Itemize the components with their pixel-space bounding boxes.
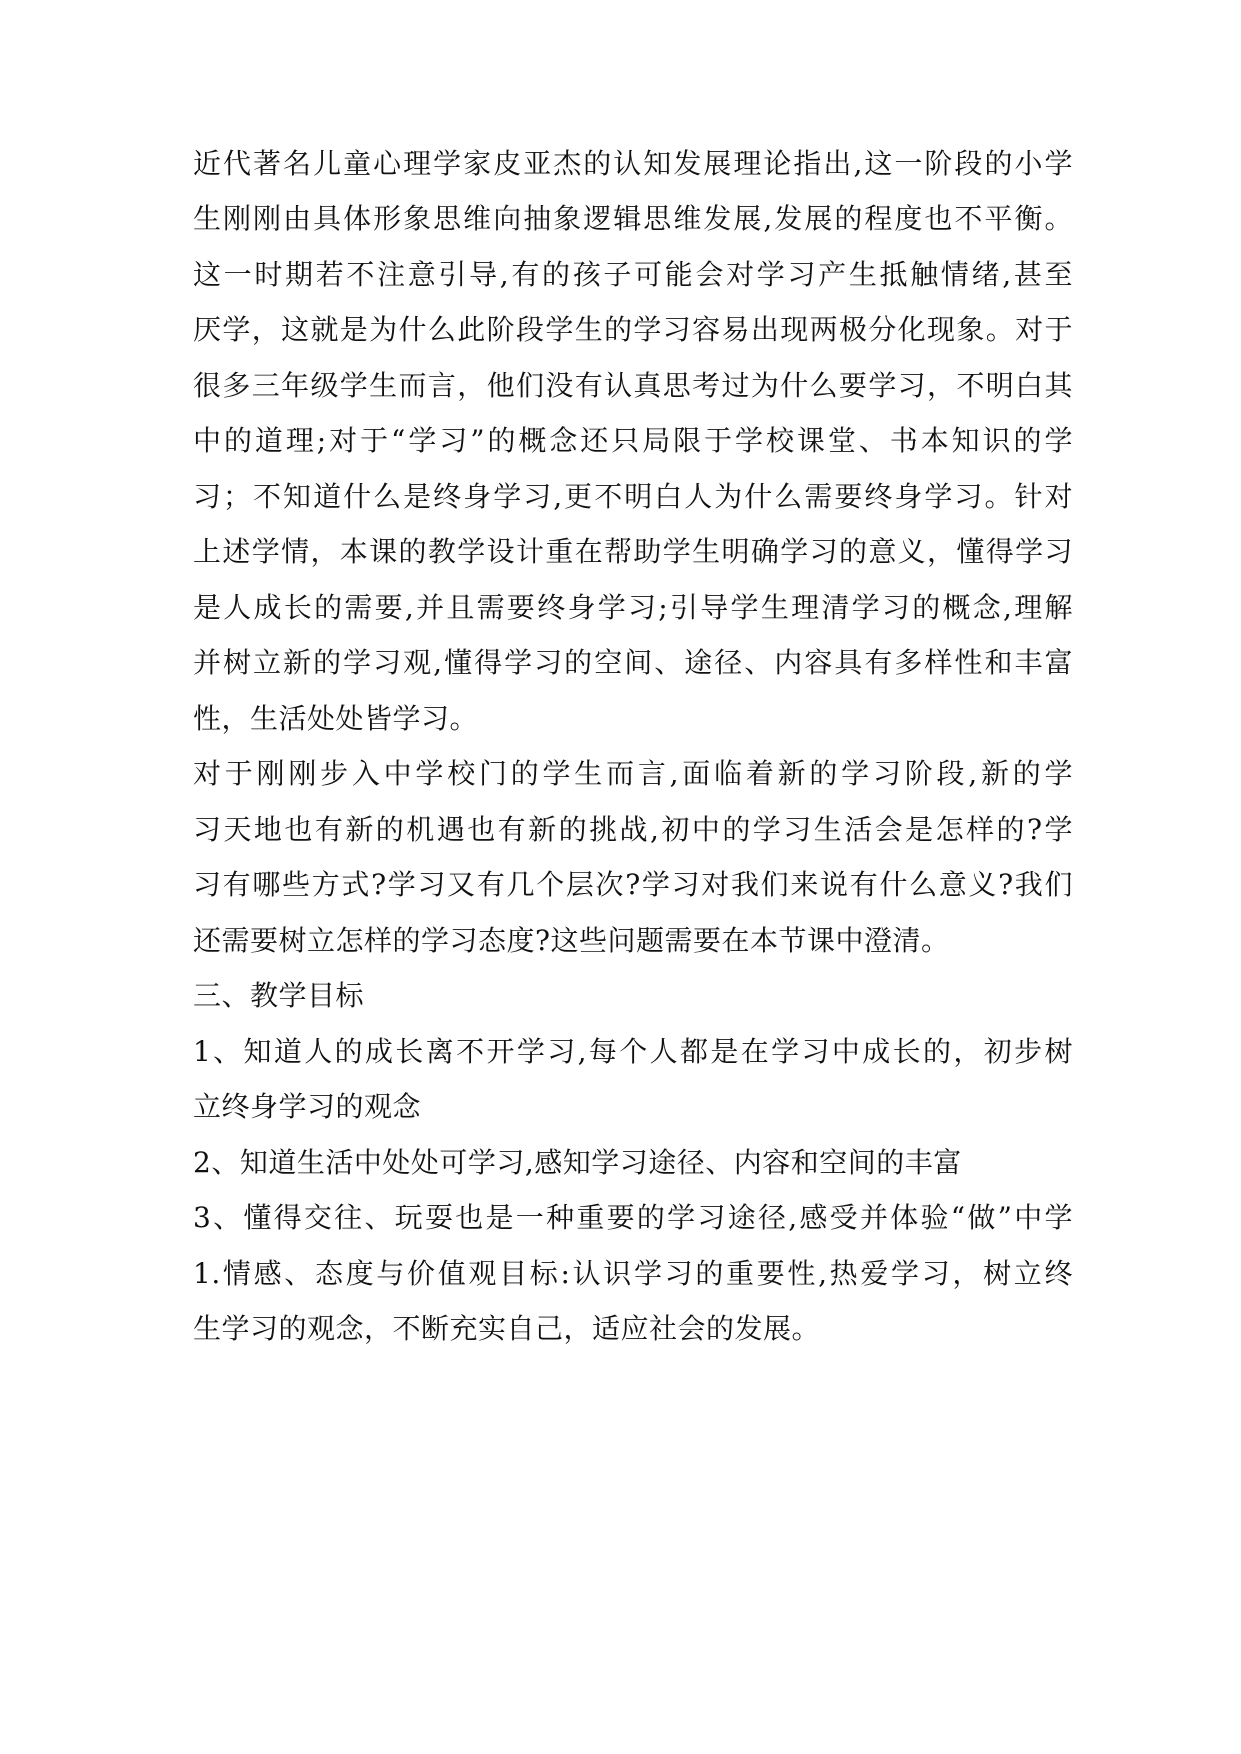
text-line: 是人成长的需要,并且需要终身学习;引导学生理清学习的概念,理解 bbox=[193, 591, 1073, 624]
text-line: 习有哪些方式?学习又有几个层次?学习对我们来说有什么意义?我们 bbox=[193, 868, 1073, 901]
text-line: 立终身学习的观念 bbox=[193, 1090, 422, 1123]
text-line: 这一时期若不注意引导,有的孩子可能会对学习产生抵触情绪,甚至 bbox=[193, 258, 1073, 291]
text-line: 并树立新的学习观,懂得学习的空间、途径、内容具有多样性和丰富 bbox=[193, 646, 1073, 679]
text-line: 生刚刚由具体形象思维向抽象逻辑思维发展,发展的程度也不平衡。 bbox=[193, 202, 1073, 235]
text-line: 习；不知道什么是终身学习,更不明白人为什么需要终身学习。针对 bbox=[193, 480, 1073, 513]
text-line: 还需要树立怎样的学习态度?这些问题需要在本节课中澄清。 bbox=[193, 924, 950, 957]
text-line: 习天地也有新的机遇也有新的挑战,初中的学习生活会是怎样的?学 bbox=[193, 813, 1073, 846]
text-line: 生学习的观念，不断充实自己，适应社会的发展。 bbox=[193, 1312, 821, 1345]
text-line: 厌学，这就是为什么此阶段学生的学习容易出现两极分化现象。对于 bbox=[193, 313, 1073, 346]
section-heading: 三、教学目标 bbox=[193, 979, 365, 1012]
text-line: 1、知道人的成长离不开学习,每个人都是在学习中成长的，初步树 bbox=[193, 1035, 1073, 1068]
text-line: 1.情感、态度与价值观目标:认识学习的重要性,热爱学习，树立终 bbox=[193, 1257, 1073, 1290]
text-line: 中的道理;对于“学习”的概念还只局限于学校课堂、书本知识的学 bbox=[193, 424, 1073, 457]
text-line: 上述学情，本课的教学设计重在帮助学生明确学习的意义，懂得学习 bbox=[193, 535, 1073, 568]
text-line: 很多三年级学生而言，他们没有认真思考过为什么要学习，不明白其 bbox=[193, 369, 1073, 402]
text-line: 性，生活处处皆学习。 bbox=[193, 702, 479, 735]
text-line: 2、知道生活中处处可学习,感知学习途径、内容和空间的丰富 bbox=[193, 1146, 962, 1179]
text-line: 对于刚刚步入中学校门的学生而言,面临着新的学习阶段,新的学 bbox=[193, 757, 1073, 790]
text-line: 3、懂得交往、玩耍也是一种重要的学习途径,感受并体验“做”中学 bbox=[193, 1201, 1073, 1234]
text-line: 近代著名儿童心理学家皮亚杰的认知发展理论指出,这一阶段的小学 bbox=[193, 147, 1073, 180]
